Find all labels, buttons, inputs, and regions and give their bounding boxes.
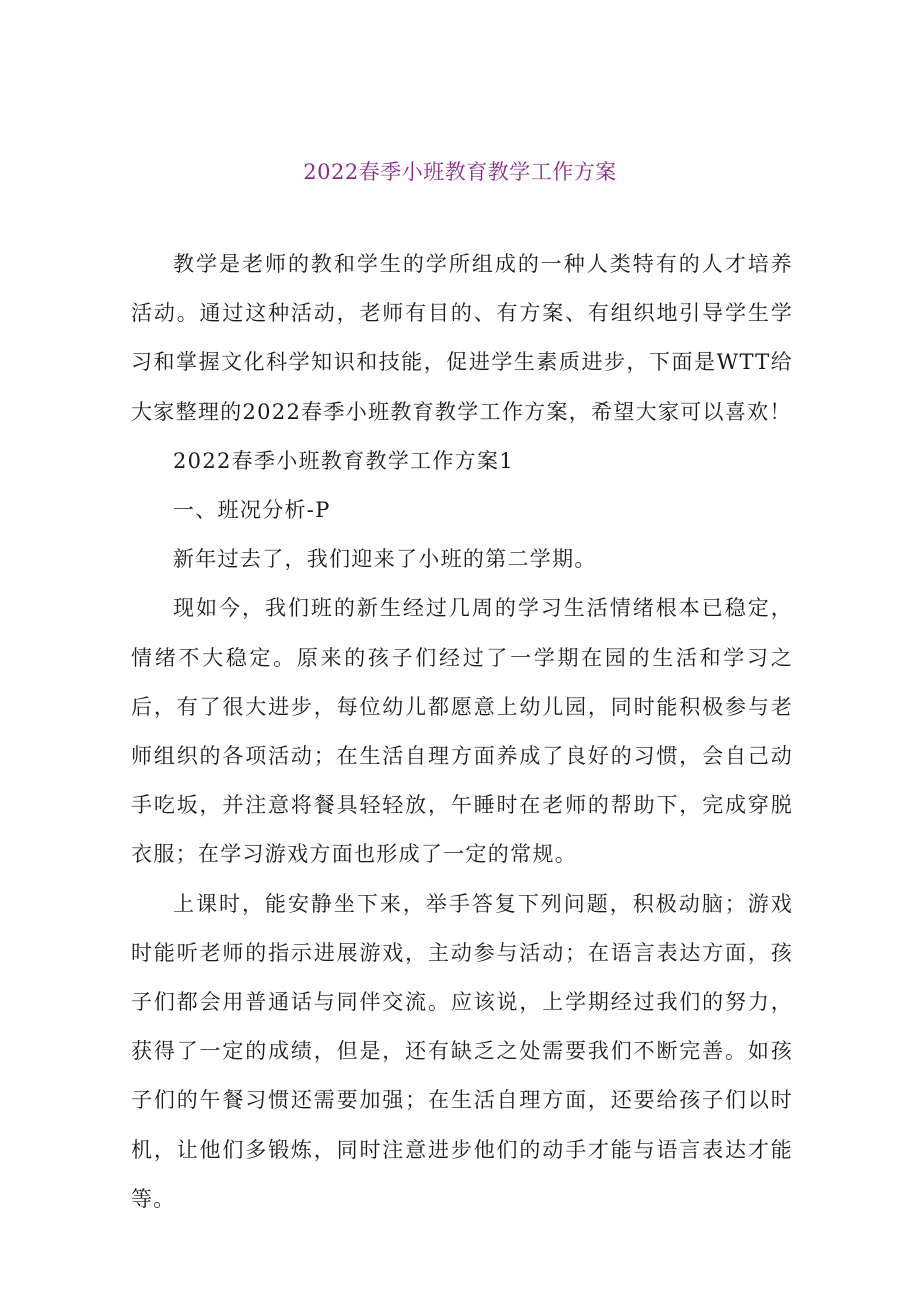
paragraph: 上课时，能安静坐下来，举手答复下列问题，积极动脑；游戏时能听老师的指示进展游戏，主动参与活动；在语言表达方面，孩子们都会用普通话与同伴交流。应该说，上学期经过我们的努力，获得了一定的成绩，但是，还有缺乏之处需要我们不断完善。如孩子们的午餐习惯还需要加强；在生活自理方面，还要给孩子们以时机，让他们多锻炼，同时注意进步他们的动手才能与语言表达才能等。 — [131, 891, 793, 1211]
paragraph: 新年过去了，我们迎来了小班的第二学期。 — [173, 547, 597, 572]
subsection-heading: 一、班况分析-P — [173, 498, 331, 523]
paragraph-intro: 教学是老师的教和学生的学所组成的一种人类特有的人才培养活动。通过这种活动，老师有目的、有方案、有组织地引导学生学习和掌握文化科学知识和技能，促进学生素质进步，下面是WTT给大家整理的2022春季小班教育教学工作方案，希望大家可以喜欢！ — [131, 252, 793, 424]
section-heading: 2022春季小班教育教学工作方案1 — [173, 448, 514, 473]
document-title: 2022春季小班教育教学工作方案 — [303, 160, 617, 184]
document-body — [131, 240, 793, 1224]
paragraph: 现如今，我们班的新生经过几周的学习生活情绪根本已稳定，情绪不大稳定。原来的孩子们经过了一学期在园的生活和学习之后，有了很大进步，每位幼儿都愿意上幼儿园，同时能积极参与老师组织的各项活动；在生活自理方面养成了良好的习惯，会自己动手吃坂，并注意将餐具轻轻放，午睡时在老师的帮助下，完成穿脱衣服；在学习游戏方面也形成了一定的常规。 — [131, 596, 793, 867]
